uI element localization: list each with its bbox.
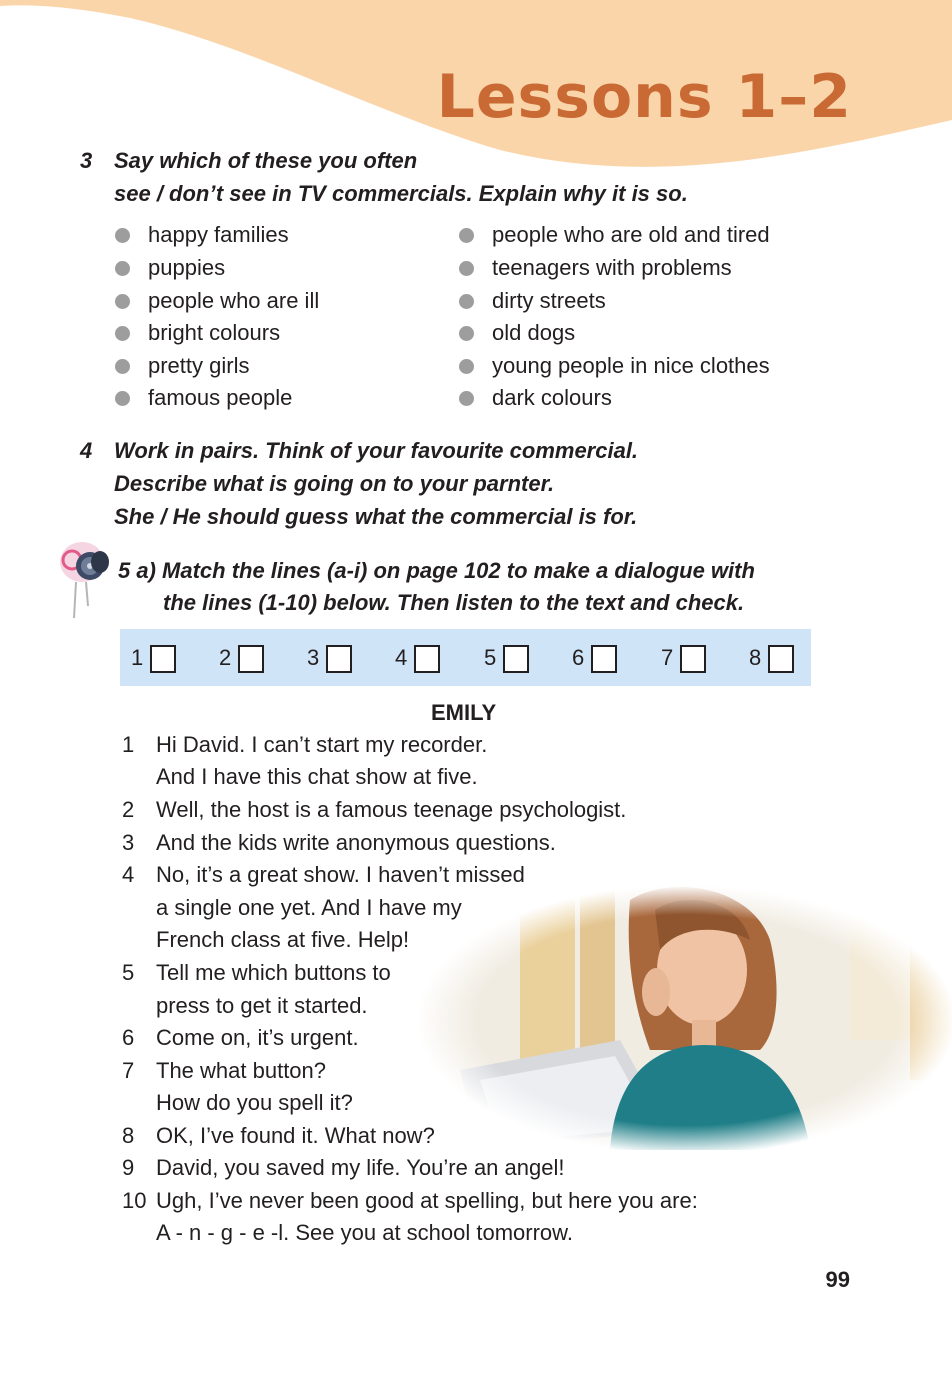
dialogue-line-text: Hi David. I can’t start my recorder. (156, 732, 488, 757)
dialogue-line-number: 10 (122, 1188, 147, 1213)
answer-checkbox[interactable] (591, 645, 617, 673)
task-5-instruction-line-1: 5 a) Match the lines (a-i) on page 102 to make a dialogue with (118, 558, 755, 583)
answer-strip (120, 629, 811, 686)
dialogue-line-text: A - n - g - e -l. See you at school tomorrow. (156, 1220, 573, 1245)
task-4-instruction-line-3: She / He should guess what the commercial is for. (114, 504, 638, 529)
dialogue-line-text: The what button? (156, 1058, 327, 1083)
answer-cell: 3 (307, 645, 319, 671)
lesson-title: Lessons 1–2 (436, 62, 852, 132)
task-4-instruction-line-2: Describe what is going on to your parnter. (114, 471, 555, 496)
bullet-icon (115, 326, 130, 341)
dialogue-line-number: 3 (122, 830, 135, 855)
task-3-instruction-line-2: see / don’t see in TV commercials. Explain why it is so. (114, 181, 688, 206)
bullet-icon (115, 294, 130, 309)
dialogue-line-number: 1 (122, 732, 135, 757)
answer-checkbox[interactable] (326, 645, 352, 673)
bullet-icon (459, 261, 474, 276)
task-5-instruction-line-2: the lines (1-10) below. Then listen to the text and check. (163, 590, 745, 615)
bullet-icon (115, 261, 130, 276)
list-item: people who are old and tired (492, 222, 770, 248)
girl-on-phone-photo (420, 880, 952, 1150)
answer-cell: 1 (131, 645, 143, 671)
list-item: bright colours (148, 320, 280, 346)
task-4-number: 4 (80, 438, 93, 463)
answer-cell: 5 (484, 645, 496, 671)
list-item: famous people (148, 385, 292, 411)
dialogue-line-text: Ugh, I’ve never been good at spelling, but here you are: (156, 1188, 698, 1213)
dialogue-line-number: 9 (122, 1155, 135, 1180)
bullet-icon (459, 294, 474, 309)
answer-cell: 4 (395, 645, 407, 671)
list-item: dirty streets (492, 288, 606, 314)
list-item: old dogs (492, 320, 575, 346)
list-item: people who are ill (148, 288, 319, 314)
dialogue-line-text: Tell me which buttons to (156, 960, 391, 985)
list-item: young people in nice clothes (492, 353, 770, 379)
answer-checkbox[interactable] (503, 645, 529, 673)
dialogue-line-text: How do you spell it? (156, 1090, 353, 1115)
dialogue-line-number: 6 (122, 1025, 135, 1050)
dialogue-line-number: 8 (122, 1123, 135, 1148)
list-item: teenagers with problems (492, 255, 732, 281)
dialogue-line-text: French class at five. Help! (156, 927, 410, 952)
page-number: 99 (825, 1267, 850, 1292)
list-item: pretty girls (148, 353, 249, 379)
bullet-icon (459, 326, 474, 341)
task-3-instruction-line-1: Say which of these you often (114, 148, 418, 173)
task-4-instruction-line-1: Work in pairs. Think of your favourite commercial. (114, 438, 639, 463)
answer-checkbox[interactable] (768, 645, 794, 673)
dialogue-line-number: 5 (122, 960, 135, 985)
dialogue-line-text: OK, I’ve found it. What now? (156, 1123, 435, 1148)
list-item: happy families (148, 222, 289, 248)
bullet-icon (115, 359, 130, 374)
dialogue-line-text: No, it’s a great show. I haven’t missed (156, 862, 525, 887)
dialogue-line-number: 2 (122, 797, 135, 822)
answer-checkbox[interactable] (414, 645, 440, 673)
answer-cell: 2 (219, 645, 231, 671)
bullet-icon (115, 391, 130, 406)
dialogue-line-text: press to get it started. (156, 993, 368, 1018)
bullet-icon (459, 228, 474, 243)
answer-checkbox[interactable] (238, 645, 264, 673)
dialogue-line-text: a single one yet. And I have my (156, 895, 462, 920)
bullet-icon (115, 228, 130, 243)
dialogue-line-text: And I have this chat show at five. (156, 764, 478, 789)
dialogue-line-text: David, you saved my life. You’re an angel! (156, 1155, 565, 1180)
dialogue-line-text: And the kids write anonymous questions. (156, 830, 556, 855)
answer-cell: 6 (572, 645, 584, 671)
answer-cell: 8 (749, 645, 761, 671)
bullet-icon (459, 359, 474, 374)
dialogue-line-number: 4 (122, 862, 135, 887)
list-item: puppies (148, 255, 225, 281)
answer-cell: 7 (661, 645, 673, 671)
answer-checkbox[interactable] (150, 645, 176, 673)
dialogue-line-text: Come on, it’s urgent. (156, 1025, 359, 1050)
task-3-number: 3 (80, 148, 93, 173)
speaker-name: EMILY (431, 700, 497, 725)
bullet-icon (459, 391, 474, 406)
audio-cd-icon (56, 536, 116, 620)
answer-checkbox[interactable] (680, 645, 706, 673)
dialogue-line-number: 7 (122, 1058, 135, 1083)
list-item: dark colours (492, 385, 612, 411)
dialogue-line-text: Well, the host is a famous teenage psychologist. (156, 797, 627, 822)
